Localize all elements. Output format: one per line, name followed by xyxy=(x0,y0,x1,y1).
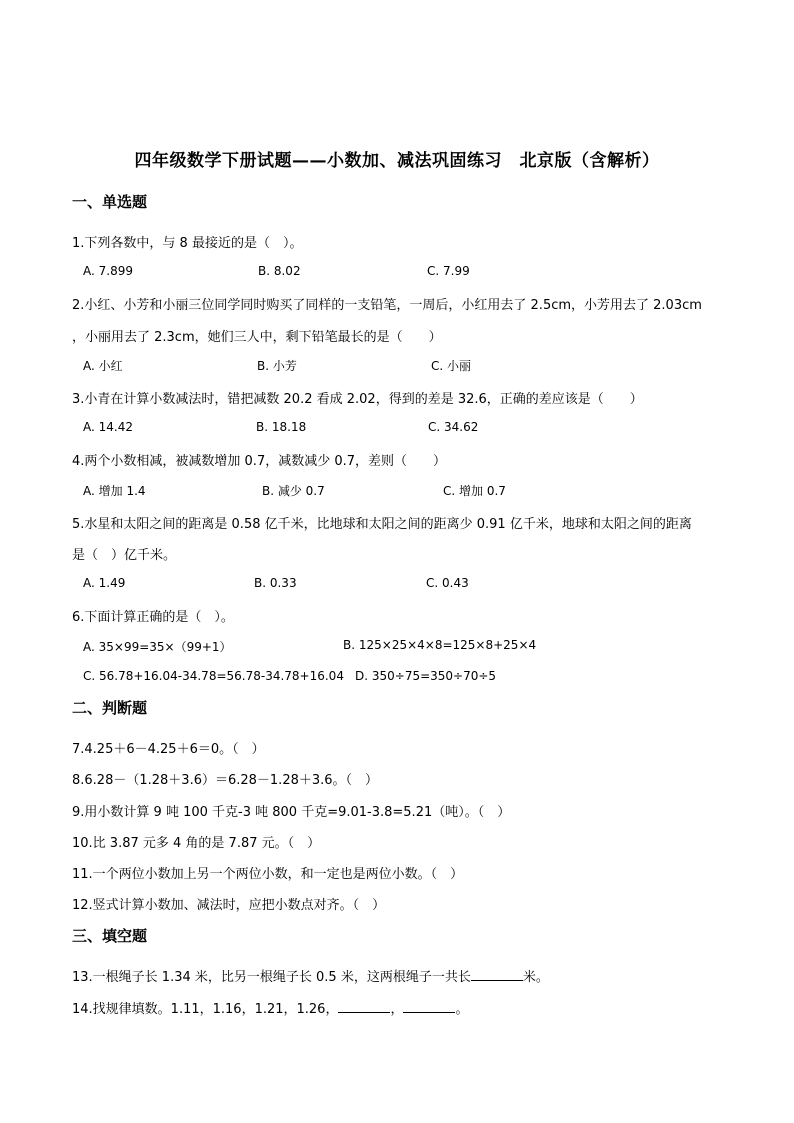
question-13-text-after: 米。 xyxy=(522,970,549,985)
question-6-text: 6.下面计算正确的是（ ）。 xyxy=(72,610,234,625)
question-12-text: 12.竖式计算小数加、减法时，应把小数点对齐。（ ） xyxy=(72,898,386,913)
page-title: 四年级数学下册试题——小数加、减法巩固练习 北京版（含解析） xyxy=(134,151,660,171)
question-13-text-before: 13.一根绳子长 1.34 米，比另一根绳子长 0.5 米，这两根绳子一共长 xyxy=(72,970,471,985)
question-5-option-c: C. 0.43 xyxy=(426,576,469,590)
question-2-text-line1: 2.小红、小芳和小丽三位同学同时购买了同样的一支铅笔，一周后，小红用去了 2.5cm，小芳用去了 2.03cm xyxy=(72,298,702,313)
question-14-separator: ， xyxy=(390,1002,404,1017)
question-4-text: 4.两个小数相减，被减数增加 0.7，减数减少 0.7，差则（ ） xyxy=(72,454,447,469)
question-6-option-a: A. 35×99=35×（99+1） xyxy=(83,640,232,654)
question-5-text-line2: 是（ ）亿千米。 xyxy=(72,548,177,563)
question-14-text-before: 14.找规律填数。1.11，1.16，1.21，1.26， xyxy=(72,1002,339,1017)
question-2-option-a: A. 小红 xyxy=(83,359,123,373)
question-4-option-b: B. 减少 0.7 xyxy=(262,484,325,498)
question-3-text: 3.小青在计算小数减法时，错把减数 20.2 看成 2.02，得到的差是 32.6，正确的差应该是（ ） xyxy=(72,392,643,407)
question-14 xyxy=(72,998,469,1017)
answer-blank[interactable] xyxy=(471,968,523,981)
question-2-option-c: C. 小丽 xyxy=(431,359,472,373)
question-1-option-a: A. 7.899 xyxy=(83,264,133,278)
question-7-text: 7.4.25＋6－4.25＋6＝0。（ ） xyxy=(72,742,265,757)
question-3-option-b: B. 18.18 xyxy=(256,420,307,434)
question-3-option-a: A. 14.42 xyxy=(83,420,133,434)
question-1-option-c: C. 7.99 xyxy=(427,264,470,278)
question-4-option-c: C. 增加 0.7 xyxy=(443,484,506,498)
question-5-option-b: B. 0.33 xyxy=(254,576,297,590)
question-3-option-c: C. 34.62 xyxy=(428,420,479,434)
question-2-text-line2: ，小丽用去了 2.3cm，她们三人中，剩下铅笔最长的是（ ） xyxy=(72,330,442,345)
question-5-option-a: A. 1.49 xyxy=(83,576,126,590)
question-5-text-line1: 5.水星和太阳之间的距离是 0.58 亿千米，比地球和太阳之间的距离少 0.91 亿千米，地球和太阳之间的距离 xyxy=(72,517,692,532)
question-4-option-a: A. 增加 1.4 xyxy=(83,484,146,498)
answer-blank[interactable] xyxy=(338,1000,390,1013)
question-11-text: 11.一个两位小数加上另一个两位小数，和一定也是两位小数。（ ） xyxy=(72,867,464,882)
question-13 xyxy=(72,966,549,985)
question-2-option-b: B. 小芳 xyxy=(257,359,297,373)
answer-blank[interactable] xyxy=(403,1000,455,1013)
question-1-text: 1.下列各数中，与 8 最接近的是（ ）。 xyxy=(72,236,303,251)
question-10-text: 10.比 3.87 元多 4 角的是 7.87 元。（ ） xyxy=(72,836,321,851)
section-heading-fill-blank: 三、填空题 xyxy=(72,927,148,945)
section-heading-single-choice: 一、单选题 xyxy=(72,193,148,211)
question-6-option-b: B. 125×25×4×8=125×8+25×4 xyxy=(343,638,537,652)
question-9-text: 9.用小数计算 9 吨 100 千克-3 吨 800 千克=9.01-3.8=5.21（吨）。（ ） xyxy=(72,805,511,820)
question-6-option-d: D. 350÷75=350÷70÷5 xyxy=(355,669,497,683)
question-8-text: 8.6.28－（1.28＋3.6）＝6.28－1.28＋3.6。（ ） xyxy=(72,773,379,788)
question-1-option-b: B. 8.02 xyxy=(258,264,301,278)
section-heading-true-false: 二、判断题 xyxy=(72,699,148,717)
question-6-option-c: C. 56.78+16.04-34.78=56.78-34.78+16.04 xyxy=(83,669,344,683)
question-14-text-after: 。 xyxy=(455,1002,469,1017)
